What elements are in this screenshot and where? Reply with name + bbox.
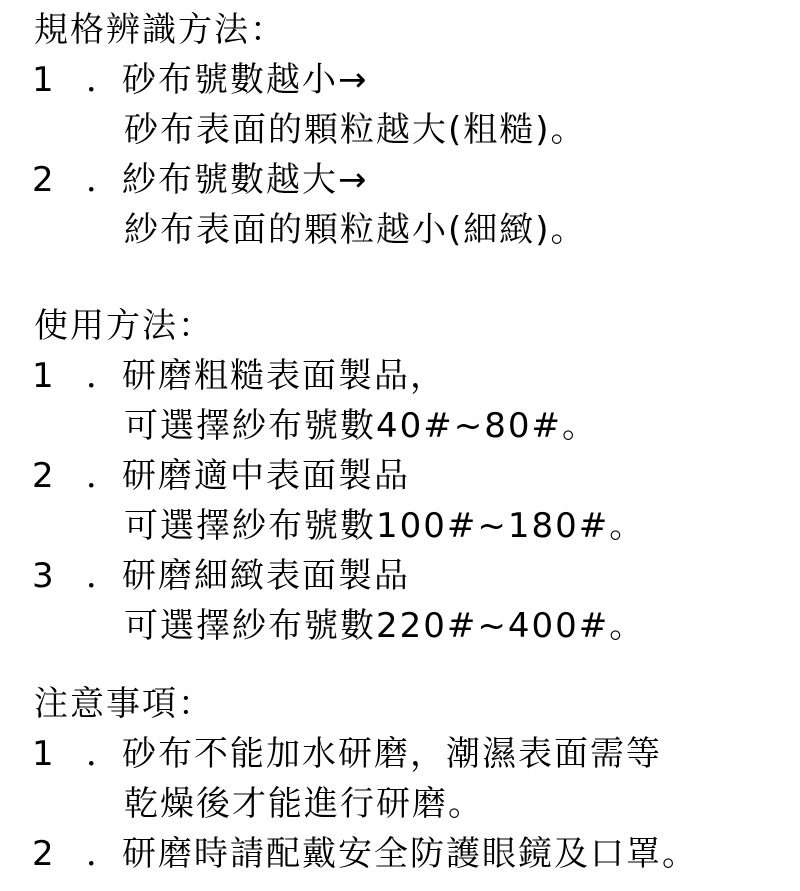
item-continuation: 乾燥後才能進行研磨。 bbox=[124, 784, 484, 824]
item-continuation: 可選擇紗布號數100#~180#。 bbox=[124, 506, 646, 546]
item-number: 1 bbox=[32, 60, 56, 100]
item-number: 3 bbox=[32, 556, 56, 596]
item-number: 1 bbox=[32, 734, 56, 774]
item-text: ．砂布不能加水研磨，潮濕表面需等 bbox=[86, 734, 662, 774]
item-continuation: 可選擇紗布號數220#~400#。 bbox=[124, 606, 646, 646]
item-number: 2 bbox=[32, 456, 56, 496]
section-heading-notes: 注意事項： bbox=[34, 684, 214, 724]
item-number: 1 bbox=[32, 356, 56, 396]
item-text: ．研磨適中表面製品 bbox=[86, 456, 410, 496]
item-text: ．砂布號數越小→ bbox=[86, 60, 369, 100]
item-number: 2 bbox=[32, 160, 56, 200]
item-continuation: 紗布表面的顆粒越小(細緻)。 bbox=[124, 210, 587, 250]
item-text: ．研磨粗糙表面製品， bbox=[86, 356, 446, 396]
item-continuation: 可選擇紗布號數40#~80#。 bbox=[124, 406, 598, 446]
section-heading-usage: 使用方法： bbox=[34, 306, 214, 346]
item-text: ．紗布號數越大→ bbox=[86, 160, 369, 200]
item-text: ．研磨細緻表面製品 bbox=[86, 556, 410, 596]
item-number: 2 bbox=[32, 834, 56, 874]
item-text: ．研磨時請配戴安全防護眼鏡及口罩。 bbox=[86, 834, 698, 874]
section-heading-spec: 規格辨識方法： bbox=[34, 10, 286, 50]
item-continuation: 砂布表面的顆粒越大(粗糙)。 bbox=[124, 110, 587, 150]
